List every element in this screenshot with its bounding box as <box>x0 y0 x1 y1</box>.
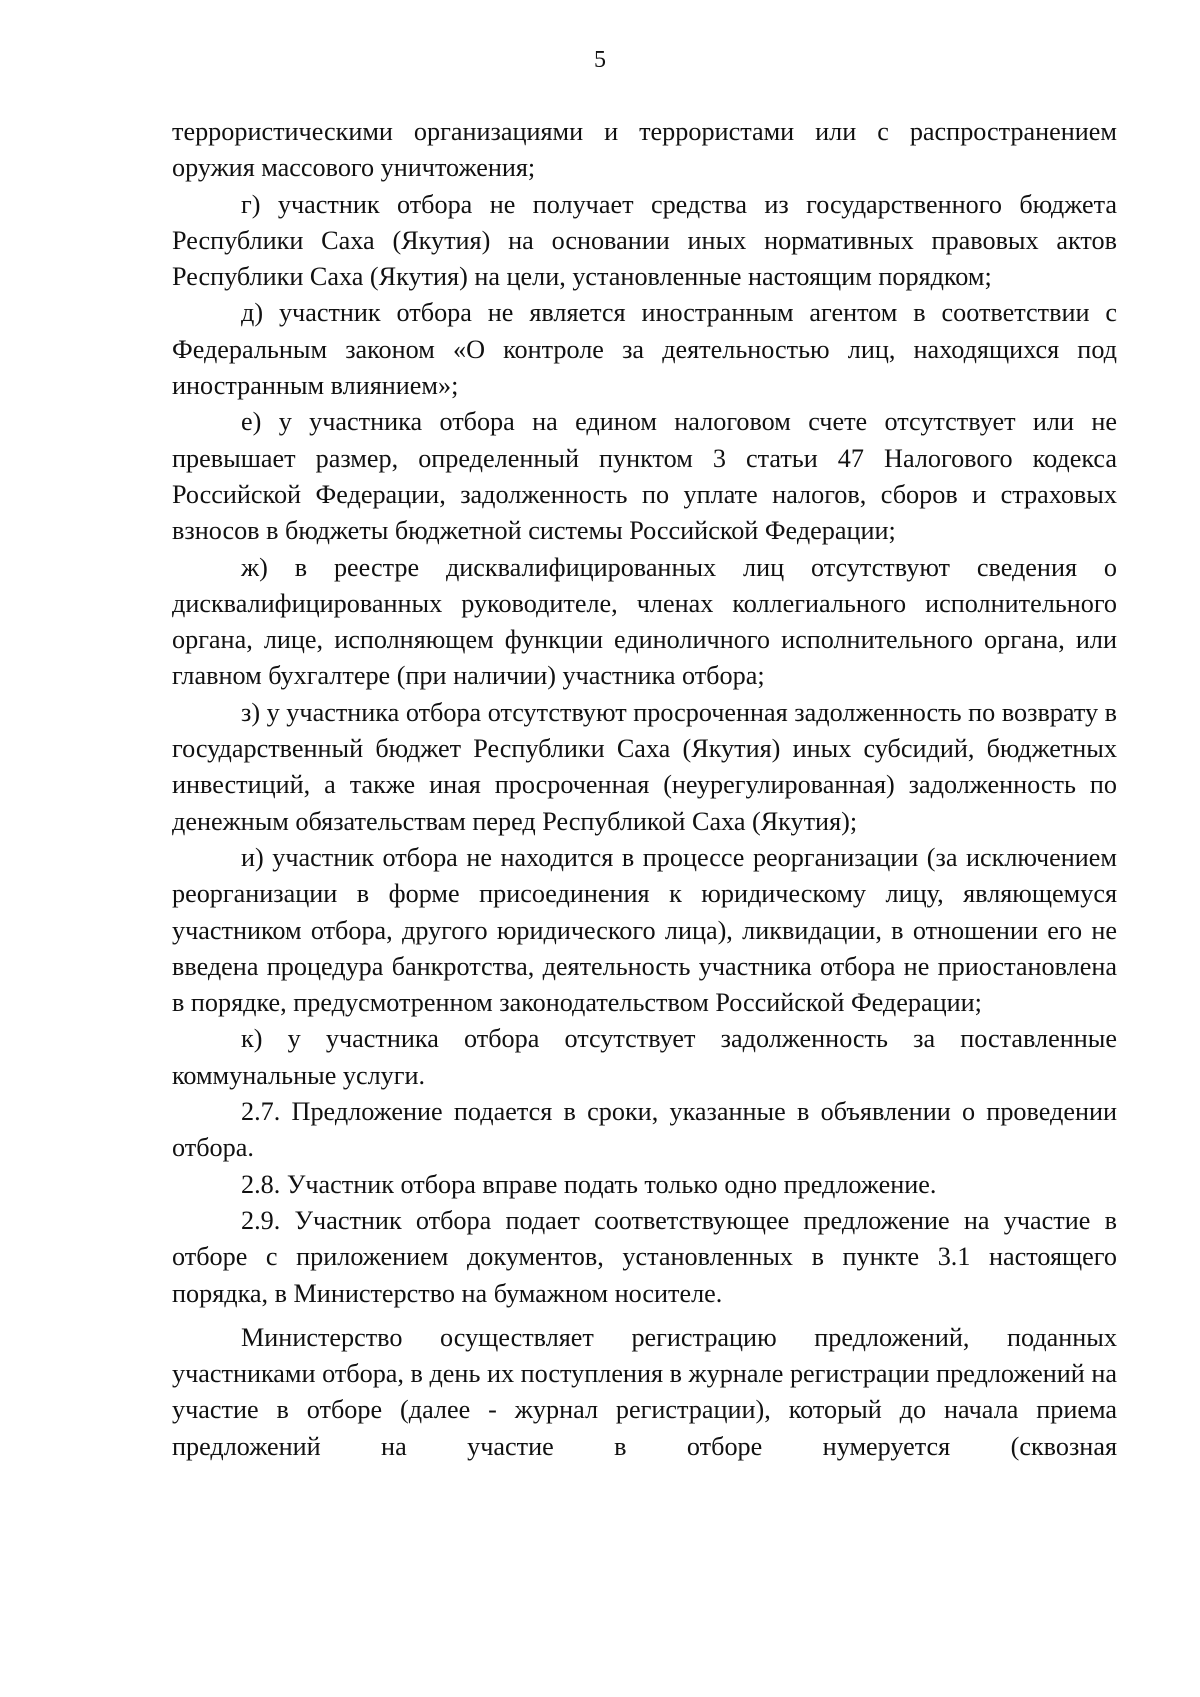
paragraph-item-d: д) участник отбора не является иностранным агентом в соответствии с Федеральным законом «О контроле за деятельностью лиц, находящихся под иностранным влиянием»; <box>172 298 1117 401</box>
paragraph-item-g: г) участник отбора не получает средства из государственного бюджета Республики Саха (Якутия) на основании иных нормативных правовых актов Республики Саха (Якутия) на цели, установленные настоящим порядком; <box>172 189 1117 292</box>
paragraph-item-z: з) у участника отбора отсутствуют просроченная задолженность по возврату в государственный бюджет Республики Саха (Якутия) иных субсидий, бюджетных инвестиций, а также иная просроченная (неурегулированная) задолженность по денежным обязательствам перед Республикой Саха (Якутия); <box>172 697 1117 836</box>
document-body <box>172 114 1117 1465</box>
page-number: 5 <box>594 47 606 73</box>
paragraph-item-zh: ж) в реестре дисквалифицированных лиц отсутствуют сведения о дисквалифицированных руководителе, членах коллегиального исполнительного органа, лице, исполняющем функции единоличного исполнительного органа, или главном бухгалтере (при наличии) участника отбора; <box>172 552 1117 691</box>
paragraph-2-8: 2.8. Участник отбора вправе подать только одно предложение. <box>241 1169 937 1199</box>
paragraph-ministry-registration: Министерство осуществляет регистрацию предложений, поданных участниками отбора, в день их поступления в журнале регистрации предложений на участие в отборе (далее - журнал регистрации), который до начала приема предложений на участие в отборе нумеруется (сквозная <box>172 1322 1117 1461</box>
paragraph-item-i: и) участник отбора не находится в процессе реорганизации (за исключением реорганизации в форме присоединения к юридическому лицу, являющемуся участником отбора, другого юридического лица), ликвидации, в отношении его не введена процедура банкротства, деятельность участника отбора не приостановлена в порядке, предусмотренном законодательством Российской Федерации; <box>172 842 1117 1018</box>
paragraph-continuation: террористическими организациями и террористами или с распространением оружия массового уничтожения; <box>172 117 1117 183</box>
paragraph-2-9: 2.9. Участник отбора подает соответствующее предложение на участие в отборе с приложением документов, установленных в пункте 3.1 настоящего порядка, в Министерство на бумажном носителе. <box>172 1205 1117 1308</box>
paragraph-item-e: е) у участника отбора на едином налоговом счете отсутствует или не превышает размер, определенный пунктом 3 статьи 47 Налогового кодекса Российской Федерации, задолженность по уплате налогов, сборов и страховых взносов в бюджеты бюджетной системы Российской Федерации; <box>172 407 1117 546</box>
paragraph-2-7: 2.7. Предложение подается в сроки, указанные в объявлении о проведении отбора. <box>172 1097 1117 1163</box>
paragraph-item-k: к) у участника отбора отсутствует задолженность за поставленные коммунальные услуги. <box>172 1024 1117 1090</box>
